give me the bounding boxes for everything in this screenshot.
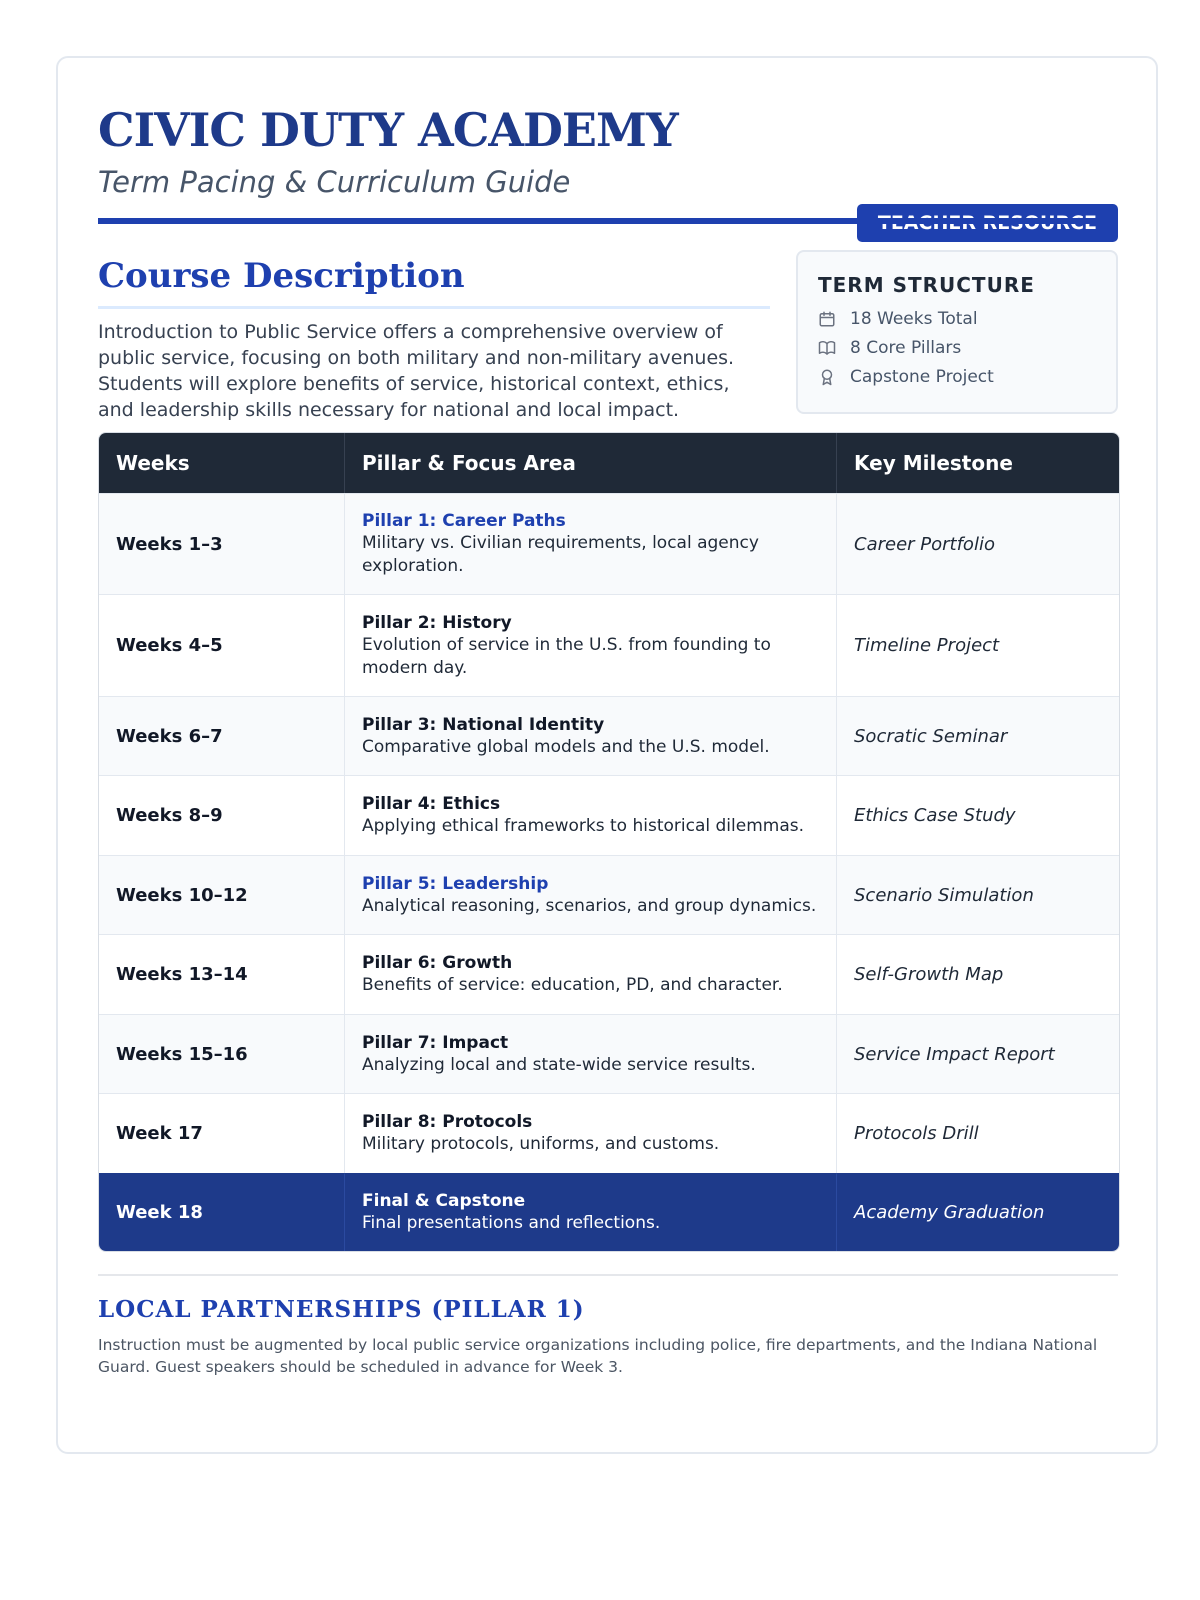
milestone-cell: Socratic Seminar xyxy=(837,696,1119,775)
weeks-cell: Weeks 4–5 xyxy=(99,594,345,696)
column-header-weeks: Weeks xyxy=(99,433,345,493)
column-header-pillar: Pillar & Focus Area xyxy=(345,433,837,493)
term-structure-heading: TERM STRUCTURE xyxy=(818,273,1035,297)
milestone-cell: Self-Growth Map xyxy=(837,934,1119,1014)
milestone-cell: Ethics Case Study xyxy=(837,775,1119,855)
table-row xyxy=(99,934,1119,1014)
pillar-cell xyxy=(345,855,837,934)
pillar-focus: Benefits of service: education, PD, and character. xyxy=(362,975,783,995)
pillar-cell xyxy=(345,594,837,696)
pillar-focus: Comparative global models and the U.S. model. xyxy=(362,736,770,757)
pillar-cell xyxy=(345,1173,837,1251)
milestone-cell: Academy Graduation xyxy=(837,1173,1119,1251)
curriculum-card xyxy=(56,56,1158,1454)
book-icon xyxy=(818,339,836,357)
pillar-title: Pillar 5: Leadership xyxy=(362,873,549,894)
pillar-title: Pillar 1: Career Paths xyxy=(362,511,566,531)
pillar-cell xyxy=(345,1093,837,1173)
term-item-capstone xyxy=(818,362,1096,391)
weeks-cell: Weeks 13–14 xyxy=(99,934,345,1014)
term-item-label: 18 Weeks Total xyxy=(850,308,978,329)
weeks-cell: Weeks 6–7 xyxy=(99,696,345,775)
pillar-title: Pillar 4: Ethics xyxy=(362,794,501,814)
partnerships-text: Instruction must be augmented by local public service organizations including police, fire departments, and the Indiana National Guard. Guest speakers should be scheduled in advance for Week 3. xyxy=(98,1336,1098,1376)
award-icon xyxy=(818,368,836,386)
weeks-cell: Week 18 xyxy=(99,1173,345,1251)
partnerships-heading: LOCAL PARTNERSHIPS (PILLAR 1) xyxy=(98,1296,585,1323)
table-row xyxy=(99,855,1119,934)
table-row xyxy=(99,775,1119,855)
pillar-focus: Military protocols, uniforms, and customs. xyxy=(362,1134,720,1154)
table-row xyxy=(99,1014,1119,1093)
weeks-cell: Weeks 8–9 xyxy=(99,775,345,855)
table-row xyxy=(99,493,1119,594)
table-header-row xyxy=(99,433,1119,493)
course-description xyxy=(98,254,770,423)
pillar-cell xyxy=(345,1014,837,1093)
academy-title: CIVIC DUTY ACADEMY xyxy=(98,103,678,157)
weeks-cell: Weeks 15–16 xyxy=(99,1014,345,1093)
milestone-cell: Service Impact Report xyxy=(837,1014,1119,1093)
calendar-icon xyxy=(818,310,836,328)
column-header-milestone: Key Milestone xyxy=(837,433,1119,493)
milestone-cell: Career Portfolio xyxy=(837,493,1119,594)
course-description-text: Introduction to Public Service offers a comprehensive overview of public service, focusing on both military and non-military avenues. Students will explore benefits of service, historical context, ethics, and leadership skills necessary for national and local impact. xyxy=(98,321,735,421)
weeks-cell: Weeks 1–3 xyxy=(99,493,345,594)
milestone-cell: Scenario Simulation xyxy=(837,855,1119,934)
pillar-cell xyxy=(345,696,837,775)
milestone-cell: Protocols Drill xyxy=(837,1093,1119,1173)
term-item-label: Capstone Project xyxy=(850,366,994,387)
pillar-title: Final & Capstone xyxy=(362,1191,526,1211)
pillar-focus: Applying ethical frameworks to historical dilemmas. xyxy=(362,816,804,836)
term-item-pillars xyxy=(818,333,1096,362)
pacing-table xyxy=(98,432,1120,1252)
pillar-title: Pillar 7: Impact xyxy=(362,1032,509,1053)
header-divider xyxy=(98,218,1118,224)
table-row xyxy=(99,1093,1119,1173)
page-subtitle: Term Pacing & Curriculum Guide xyxy=(98,165,571,199)
final-capstone-row xyxy=(99,1173,1119,1251)
pillar-title: Pillar 3: National Identity xyxy=(362,714,605,735)
pillar-cell xyxy=(345,934,837,1014)
pillar-focus: Evolution of service in the U.S. from founding to modern day. xyxy=(362,634,771,678)
pillar-title: Pillar 2: History xyxy=(362,612,512,633)
weeks-cell: Weeks 10–12 xyxy=(99,855,345,934)
pillar-focus: Military vs. Civilian requirements, local agency exploration. xyxy=(362,533,759,576)
term-item-label: 8 Core Pillars xyxy=(850,337,962,358)
course-description-heading: Course Description xyxy=(98,254,770,309)
table-row xyxy=(99,696,1119,775)
pillar-title: Pillar 8: Protocols xyxy=(362,1112,533,1132)
term-item-weeks xyxy=(818,304,1096,333)
pillar-focus: Analyzing local and state-wide service results. xyxy=(362,1054,756,1075)
pillar-title: Pillar 6: Growth xyxy=(362,953,513,973)
page-header xyxy=(98,102,1118,202)
footer-divider xyxy=(98,1274,1118,1276)
pillar-focus: Final presentations and reflections. xyxy=(362,1213,661,1233)
milestone-cell: Timeline Project xyxy=(837,594,1119,696)
table-row xyxy=(99,594,1119,696)
weeks-cell: Week 17 xyxy=(99,1093,345,1173)
pillar-cell xyxy=(345,493,837,594)
pillar-focus: Analytical reasoning, scenarios, and group dynamics. xyxy=(362,895,817,916)
pillar-cell xyxy=(345,775,837,855)
term-structure-box xyxy=(796,250,1118,414)
